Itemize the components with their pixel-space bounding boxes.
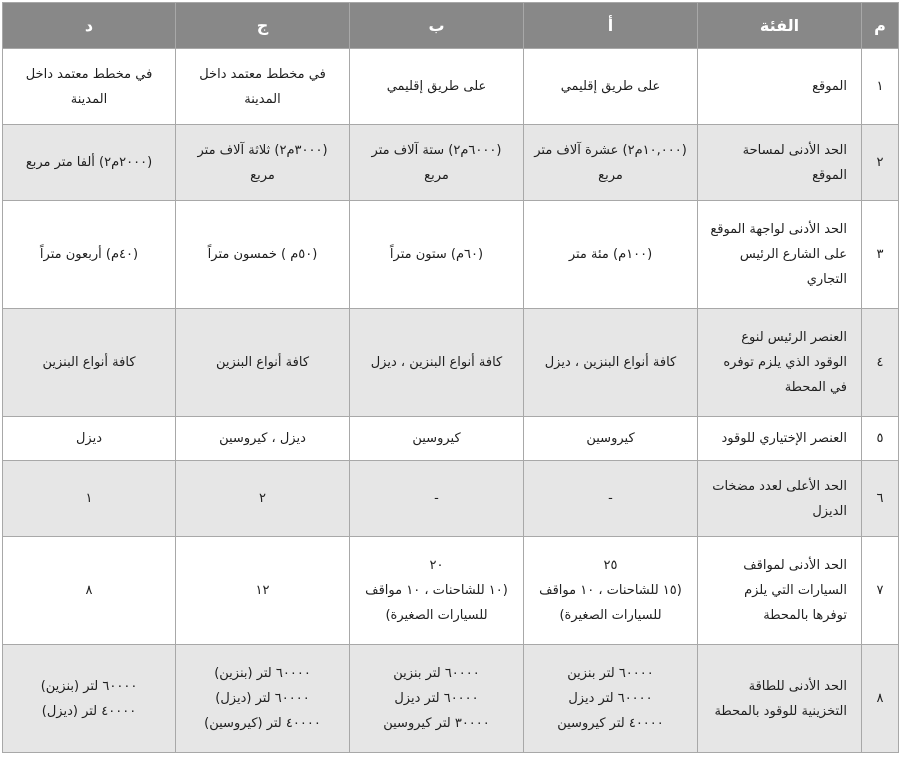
cell-line: ٦٠٠٠٠ لتر (بنزين) — [40, 678, 138, 694]
table-row — [3, 537, 899, 645]
cell-b: (٦٠م) ستون متراً — [350, 201, 524, 309]
header-b: ب — [350, 3, 524, 49]
cell-line: ٦٠٠٠٠ لتر (بنزين) — [214, 666, 311, 681]
table-row — [3, 125, 899, 201]
cell-category: الحد الأدنى للطاقة التخزينية للوقود بالمحطة — [698, 645, 862, 753]
cell-line: ٦٠٠٠٠ لتر ديزل — [394, 691, 479, 706]
cell-b: كيروسين — [350, 417, 524, 461]
cell-d: ديزل — [3, 417, 176, 461]
cell-a: كيروسين — [524, 417, 698, 461]
table-row — [3, 49, 899, 125]
cell-num: ١ — [862, 49, 899, 125]
cell-b — [350, 645, 524, 753]
cell-a: على طريق إقليمي — [524, 49, 698, 125]
cell-num: ٤ — [862, 309, 899, 417]
cell-b: كافة أنواع البنزين ، ديزل — [350, 309, 524, 417]
table-row — [3, 201, 899, 309]
header-a: أ — [524, 3, 698, 49]
cell-b — [350, 537, 524, 645]
cell-category: الحد الأدنى لمساحة الموقع — [698, 125, 862, 201]
cell-line: (١٥ للشاحنات ، ١٠ مواقف — [539, 583, 682, 598]
fuel-station-categories-table — [2, 2, 899, 753]
cell-a: كافة أنواع البنزين ، ديزل — [524, 309, 698, 417]
cell-line: ٤٠٠٠٠ لتر (كيروسين) — [204, 716, 321, 731]
cell-category: الحد الأعلى لعدد مضخات الديزل — [698, 461, 862, 537]
cell-c: ١٢ — [176, 537, 350, 645]
cell-c: كافة أنواع البنزين — [176, 309, 350, 417]
cell-category: الموقع — [698, 49, 862, 125]
cell-b: - — [350, 461, 524, 537]
header-c: ج — [176, 3, 350, 49]
cell-d — [3, 645, 176, 753]
cell-d: ٨ — [3, 537, 176, 645]
table-row — [3, 645, 899, 753]
cell-num: ٢ — [862, 125, 899, 201]
header-row — [3, 3, 899, 49]
cell-num: ٧ — [862, 537, 899, 645]
table-row — [3, 417, 899, 461]
cell-line: للسيارات الصغيرة) — [559, 608, 662, 623]
cell-category: الحد الأدنى لواجهة الموقع على الشارع الرئيس التجاري — [698, 201, 862, 309]
cell-line: ٢٥ — [603, 558, 618, 573]
cell-line: ٤٠٠٠٠ لتر كيروسين — [557, 716, 664, 731]
cell-line: ٦٠٠٠٠ لتر بنزين — [393, 666, 480, 681]
cell-line: للسيارات الصغيرة) — [385, 608, 488, 623]
cell-c: في مخطط معتمد داخل المدينة — [176, 49, 350, 125]
cell-a: (١٠٠م) مئة متر — [524, 201, 698, 309]
cell-a — [524, 645, 698, 753]
cell-num: ٨ — [862, 645, 899, 753]
cell-d: (٤٠م) أربعون متراً — [3, 201, 176, 309]
cell-c: (٥٠م ) خمسون متراً — [176, 201, 350, 309]
cell-d: في مخطط معتمد داخل المدينة — [3, 49, 176, 125]
header-num: م — [862, 3, 899, 49]
cell-c: ديزل ، كيروسين — [176, 417, 350, 461]
cell-a: - — [524, 461, 698, 537]
cell-c — [176, 645, 350, 753]
cell-b: على طريق إقليمي — [350, 49, 524, 125]
cell-a: (١٠,٠٠٠م٢) عشرة آلاف متر مربع — [524, 125, 698, 201]
cell-category: العنصر الرئيس لنوع الوقود الذي يلزم توفره في المحطة — [698, 309, 862, 417]
header-category: الفئة — [698, 3, 862, 49]
cell-num: ٣ — [862, 201, 899, 309]
cell-d: كافة أنواع البنزين — [3, 309, 176, 417]
cell-c: (٣٠٠٠م٢) ثلاثة آلاف متر مربع — [176, 125, 350, 201]
cell-line: ٦٠٠٠٠ لتر ديزل — [568, 691, 653, 706]
table-row — [3, 461, 899, 537]
cell-c: ٢ — [176, 461, 350, 537]
header-d: د — [3, 3, 176, 49]
cell-category: العنصر الإختياري للوقود — [698, 417, 862, 461]
cell-line: ٤٠٠٠٠ لتر (ديزل) — [41, 703, 137, 719]
cell-a — [524, 537, 698, 645]
cell-d: ١ — [3, 461, 176, 537]
cell-line: ٦٠٠٠٠ لتر بنزين — [567, 666, 654, 681]
cell-line: (١٠ للشاحنات ، ١٠ مواقف — [365, 583, 508, 598]
cell-num: ٥ — [862, 417, 899, 461]
cell-line: ٢٠ — [429, 558, 444, 573]
cell-line: ٦٠٠٠٠ لتر (ديزل) — [215, 691, 310, 706]
cell-b: (٦٠٠٠م٢) ستة آلاف متر مربع — [350, 125, 524, 201]
cell-line: ٣٠٠٠٠ لتر كيروسين — [383, 716, 490, 731]
cell-d: (٢٠٠٠م٢) ألفا متر مربع — [3, 125, 176, 201]
cell-num: ٦ — [862, 461, 899, 537]
table-row — [3, 309, 899, 417]
cell-category: الحد الأدنى لمواقف السيارات التي يلزم توفرها بالمحطة — [698, 537, 862, 645]
